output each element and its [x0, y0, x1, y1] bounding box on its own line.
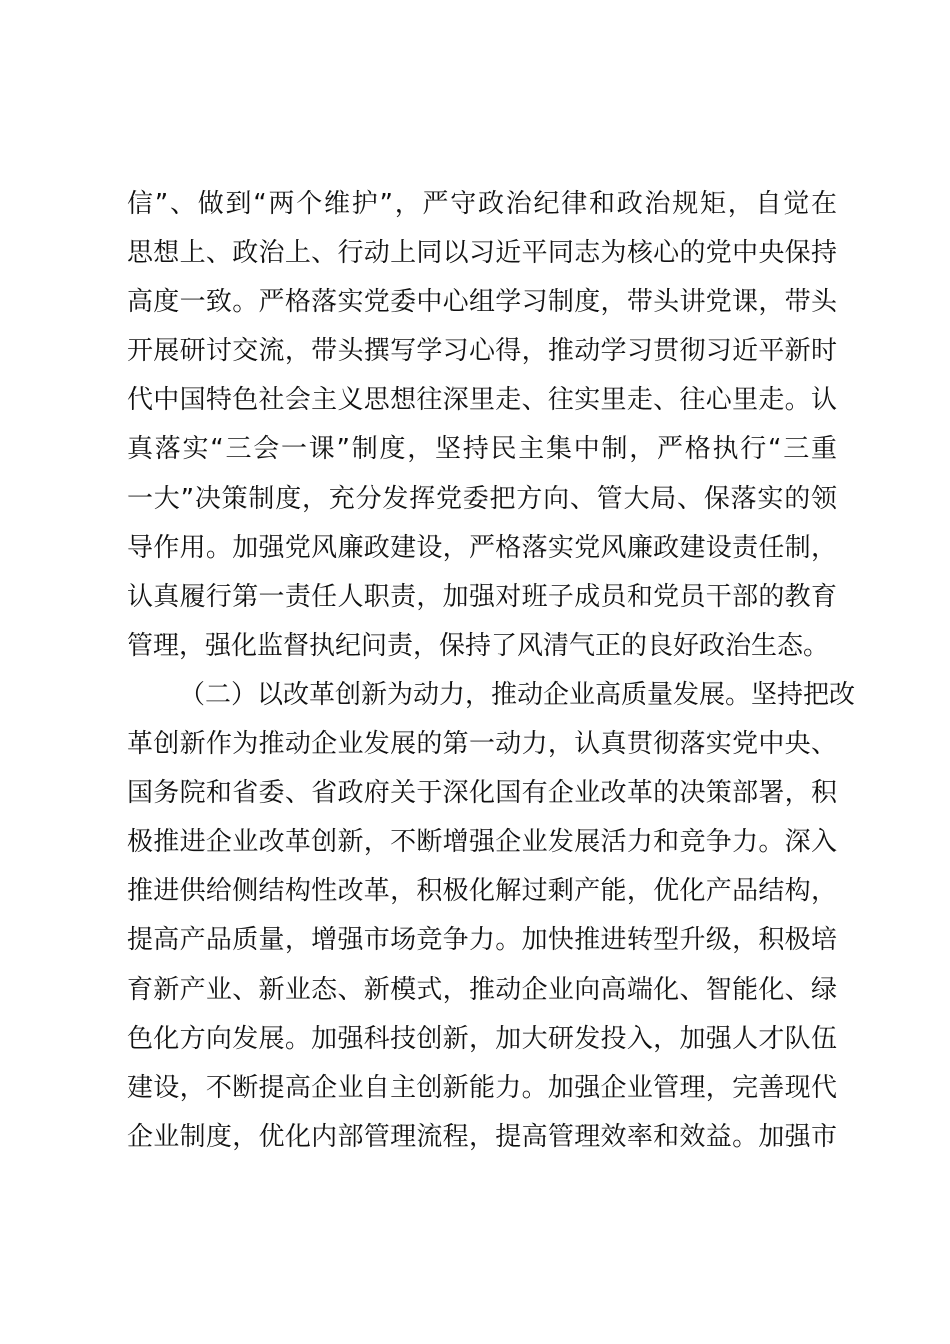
text-line: 一大”决策制度，充分发挥党委把方向、管大局、保落实的领 — [127, 483, 837, 514]
text-line: 极推进企业改革创新，不断增强企业发展活力和竞争力。深入 — [127, 827, 837, 858]
text-line: 推进供给侧结构性改革，积极化解过剩产能，优化产品结构， — [127, 876, 837, 907]
text-line: 真落实“三会一课”制度，坚持民主集中制，严格执行“三重 — [127, 434, 837, 465]
text-line: 提高产品质量，增强市场竞争力。加快推进转型升级，积极培 — [127, 925, 837, 956]
text-line: 代中国特色社会主义思想往深里走、往实里走、往心里走。认 — [127, 385, 837, 416]
text-line: 色化方向发展。加强科技创新，加大研发投入，加强人才队伍 — [127, 1023, 837, 1054]
text-line: 育新产业、新业态、新模式，推动企业向高端化、智能化、绿 — [127, 974, 837, 1005]
text-line: 思想上、政治上、行动上同以习近平同志为核心的党中央保持 — [127, 238, 837, 269]
text-line: 建设，不断提高企业自主创新能力。加强企业管理，完善现代 — [127, 1072, 837, 1103]
text-line: 开展研讨交流，带头撰写学习心得，推动学习贯彻习近平新时 — [127, 336, 837, 367]
body-text — [127, 180, 856, 1162]
paragraph-2 — [127, 671, 856, 1162]
text-line: 管理，强化监督执纪问责，保持了风清气正的良好政治生态。 — [127, 630, 830, 661]
text-line: 革创新作为推动企业发展的第一动力，认真贯彻落实党中央、 — [127, 729, 837, 760]
text-line: 国务院和省委、省政府关于深化国有企业改革的决策部署，积 — [127, 778, 837, 809]
text-line: （二）以改革创新为动力，推动企业高质量发展。坚持把改 — [179, 679, 856, 710]
text-line: 信”、做到“两个维护”，严守政治纪律和政治规矩，自觉在 — [127, 189, 837, 219]
text-line: 导作用。加强党风廉政建设，严格落实党风廉政建设责任制， — [127, 532, 837, 563]
paragraph-1 — [127, 180, 837, 671]
text-line: 企业制度，优化内部管理流程，提高管理效率和效益。加强市 — [127, 1121, 837, 1152]
text-line: 高度一致。严格落实党委中心组学习制度，带头讲党课，带头 — [127, 287, 837, 318]
text-line: 认真履行第一责任人职责，加强对班子成员和党员干部的教育 — [127, 581, 837, 612]
